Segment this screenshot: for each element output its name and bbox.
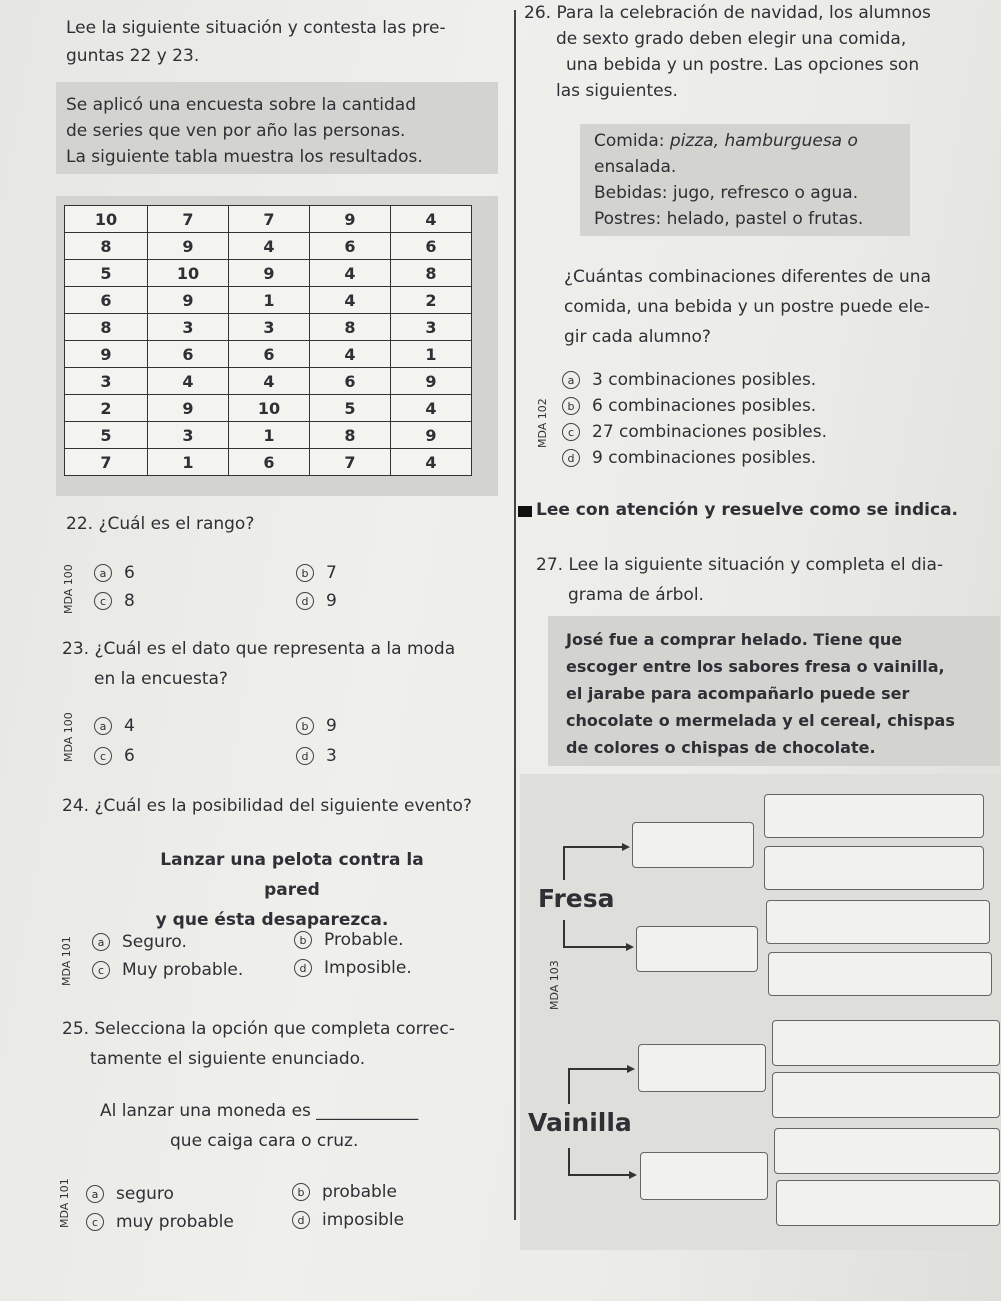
option-c-icon: c bbox=[86, 1213, 104, 1231]
option-b-icon: b bbox=[296, 717, 314, 735]
table-cell: 9 bbox=[148, 233, 229, 260]
table-cell: 6 bbox=[229, 449, 310, 476]
branch-line bbox=[563, 846, 623, 848]
branch-line bbox=[563, 846, 565, 880]
table-cell: 1 bbox=[229, 422, 310, 449]
table-cell: 3 bbox=[229, 314, 310, 341]
table-cell: 7 bbox=[65, 449, 148, 476]
tree-input-box[interactable] bbox=[766, 900, 990, 944]
branch-line bbox=[568, 1068, 570, 1104]
option-c-icon: c bbox=[92, 961, 110, 979]
q25-option-b[interactable]: b probable bbox=[292, 1182, 397, 1202]
table-row bbox=[65, 233, 472, 260]
table-cell: 5 bbox=[310, 395, 391, 422]
branch-line bbox=[568, 1068, 628, 1070]
q22-code: MDA 100 bbox=[62, 564, 75, 614]
tree-input-box[interactable] bbox=[764, 794, 984, 838]
q24-option-b[interactable]: b Probable. bbox=[294, 930, 404, 950]
table-cell: 6 bbox=[148, 341, 229, 368]
option-a-icon: a bbox=[94, 717, 112, 735]
arrow-icon bbox=[626, 943, 634, 951]
q26-option-d[interactable]: d 9 combinaciones posibles. bbox=[562, 448, 816, 468]
option-c-icon: c bbox=[94, 747, 112, 765]
table-cell: 8 bbox=[65, 233, 148, 260]
option-a-icon: a bbox=[562, 371, 580, 389]
table-cell: 9 bbox=[310, 206, 391, 233]
table-row bbox=[65, 368, 472, 395]
table-cell: 4 bbox=[229, 233, 310, 260]
table-cell: 6 bbox=[229, 341, 310, 368]
q25-option-d[interactable]: d imposible bbox=[292, 1210, 404, 1230]
tree-input-box[interactable] bbox=[638, 1044, 766, 1092]
q22-option-c[interactable]: c 8 bbox=[94, 591, 135, 611]
table-row bbox=[65, 260, 472, 287]
q25-text: 25. Selecciona la opción que completa correc- tamente el siguiente enunciado. bbox=[62, 1019, 455, 1069]
survey-text: Se aplicó una encuesta sobre la cantidad de series que ven por año las personas. La siguiente tabla muestra los resultados. bbox=[66, 95, 423, 167]
branch-line bbox=[568, 1174, 630, 1176]
section-bullet-icon bbox=[518, 506, 532, 517]
branch-line bbox=[563, 920, 565, 948]
q25-statement: Al lanzar una moneda es ____________ que caiga cara o cruz. bbox=[100, 1101, 419, 1151]
q22-option-d[interactable]: d 9 bbox=[296, 591, 337, 611]
tree-input-box[interactable] bbox=[632, 822, 754, 868]
table-cell: 8 bbox=[65, 314, 148, 341]
table-cell: 7 bbox=[310, 449, 391, 476]
table-cell: 7 bbox=[148, 206, 229, 233]
option-b-icon: b bbox=[296, 564, 314, 582]
q25-option-c[interactable]: c muy probable bbox=[86, 1212, 234, 1232]
q27-text: 27. Lee la siguiente situación y completa el dia- grama de árbol. bbox=[536, 555, 944, 605]
option-b-icon: b bbox=[292, 1183, 310, 1201]
option-a-icon: a bbox=[86, 1185, 104, 1203]
q26-option-a[interactable]: a 3 combinaciones posibles. bbox=[562, 370, 816, 390]
arrow-icon bbox=[629, 1171, 637, 1179]
q26-option-c[interactable]: c 27 combinaciones posibles. bbox=[562, 422, 827, 442]
table-cell: 4 bbox=[391, 449, 472, 476]
table-cell: 3 bbox=[148, 314, 229, 341]
table-row bbox=[65, 422, 472, 449]
q26-options: Comida: pizza, hamburguesa o ensalada. Bebidas: jugo, refresco o agua. Postres: helado, pastel o frutas. bbox=[594, 131, 864, 229]
table-cell: 10 bbox=[148, 260, 229, 287]
q25-option-a[interactable]: a seguro bbox=[86, 1184, 174, 1204]
table-cell: 5 bbox=[65, 260, 148, 287]
table-cell: 9 bbox=[391, 422, 472, 449]
table-cell: 9 bbox=[148, 287, 229, 314]
q24-option-a[interactable]: a Seguro. bbox=[92, 932, 187, 952]
q27-situation: José fue a comprar helado. Tiene que escoger entre los sabores fresa o vainilla, el jarabe para acompañarlo puede ser chocolate o mermelada y el cereal, chispas de colores o chispas de chocolate. bbox=[566, 630, 955, 757]
option-c-icon: c bbox=[562, 423, 580, 441]
table-cell: 10 bbox=[65, 206, 148, 233]
option-a-icon: a bbox=[94, 564, 112, 582]
q24-event: Lanzar una pelota contra la pared y que ésta desaparezca. bbox=[155, 850, 424, 930]
arrow-icon bbox=[622, 843, 630, 851]
table-cell: 6 bbox=[391, 233, 472, 260]
table-cell: 8 bbox=[310, 422, 391, 449]
branch-line bbox=[568, 1148, 570, 1176]
tree-label-fresa: Fresa bbox=[538, 884, 615, 913]
tree-input-box[interactable] bbox=[774, 1128, 1000, 1174]
tree-input-box[interactable] bbox=[772, 1020, 1000, 1066]
survey-table bbox=[64, 205, 472, 476]
option-d-icon: d bbox=[562, 449, 580, 467]
table-cell: 3 bbox=[391, 314, 472, 341]
table-cell: 5 bbox=[65, 422, 148, 449]
option-d-icon: d bbox=[294, 959, 312, 977]
table-cell: 4 bbox=[391, 206, 472, 233]
table-row bbox=[65, 206, 472, 233]
q23-code: MDA 100 bbox=[62, 712, 75, 762]
q25-code: MDA 101 bbox=[58, 1178, 71, 1228]
table-cell: 9 bbox=[148, 395, 229, 422]
q22-option-a[interactable]: a 6 bbox=[94, 563, 135, 583]
q26-code: MDA 102 bbox=[536, 398, 549, 448]
q27-code: MDA 103 bbox=[548, 960, 561, 1010]
table-cell: 3 bbox=[148, 422, 229, 449]
q23-text: 23. ¿Cuál es el dato que representa a la moda en la encuesta? bbox=[62, 639, 456, 689]
table-cell: 10 bbox=[229, 395, 310, 422]
table-cell: 6 bbox=[65, 287, 148, 314]
table-cell: 2 bbox=[391, 287, 472, 314]
arrow-icon bbox=[627, 1065, 635, 1073]
q24-text: 24. ¿Cuál es la posibilidad del siguiente evento? bbox=[62, 796, 472, 816]
q23-option-d[interactable]: d 3 bbox=[296, 746, 337, 766]
table-cell: 4 bbox=[310, 341, 391, 368]
q22-text: 22. ¿Cuál es el rango? bbox=[66, 514, 255, 534]
tree-input-box[interactable] bbox=[768, 952, 992, 996]
table-cell: 3 bbox=[65, 368, 148, 395]
table-cell: 8 bbox=[391, 260, 472, 287]
tree-label-vainilla: Vainilla bbox=[528, 1108, 632, 1137]
q26-question: ¿Cuántas combinaciones diferentes de una comida, una bebida y un postre puede ele- gir cada alumno? bbox=[564, 267, 931, 347]
q26-option-b[interactable]: b 6 combinaciones posibles. bbox=[562, 396, 816, 416]
column-divider bbox=[514, 10, 516, 1220]
tree-input-box[interactable] bbox=[764, 846, 984, 890]
q23-option-a[interactable]: a 4 bbox=[94, 716, 135, 736]
option-d-icon: d bbox=[296, 747, 314, 765]
q22-option-b[interactable]: b 7 bbox=[296, 563, 337, 583]
table-cell: 4 bbox=[148, 368, 229, 395]
q23-option-c[interactable]: c 6 bbox=[94, 746, 135, 766]
q23-option-b[interactable]: b 9 bbox=[296, 716, 337, 736]
table-cell: 9 bbox=[65, 341, 148, 368]
table-cell: 4 bbox=[310, 260, 391, 287]
table-cell: 4 bbox=[229, 368, 310, 395]
table-cell: 1 bbox=[148, 449, 229, 476]
q24-option-c[interactable]: c Muy probable. bbox=[92, 960, 243, 980]
q24-option-d[interactable]: d Imposible. bbox=[294, 958, 412, 978]
table-cell: 4 bbox=[310, 287, 391, 314]
table-cell: 9 bbox=[391, 368, 472, 395]
table-cell: 6 bbox=[310, 233, 391, 260]
option-d-icon: d bbox=[292, 1211, 310, 1229]
table-row bbox=[65, 314, 472, 341]
option-a-icon: a bbox=[92, 933, 110, 951]
table-cell: 1 bbox=[229, 287, 310, 314]
tree-input-box[interactable] bbox=[776, 1180, 1000, 1226]
table-row bbox=[65, 449, 472, 476]
table-cell: 4 bbox=[391, 395, 472, 422]
table-cell: 7 bbox=[229, 206, 310, 233]
tree-input-box[interactable] bbox=[636, 926, 758, 972]
option-b-icon: b bbox=[294, 931, 312, 949]
table-cell: 9 bbox=[229, 260, 310, 287]
option-b-icon: b bbox=[562, 397, 580, 415]
table-cell: 6 bbox=[310, 368, 391, 395]
intro-text: Lee la siguiente situación y contesta las pre- guntas 22 y 23. bbox=[66, 18, 446, 66]
table-row bbox=[65, 287, 472, 314]
section-heading: Lee con atención y resuelve como se indica. bbox=[536, 500, 959, 520]
option-d-icon: d bbox=[296, 592, 314, 610]
option-c-icon: c bbox=[94, 592, 112, 610]
table-cell: 1 bbox=[391, 341, 472, 368]
q24-code: MDA 101 bbox=[60, 936, 73, 986]
tree-input-box[interactable] bbox=[640, 1152, 768, 1200]
q26-text: 26. Para la celebración de navidad, los alumnos de sexto grado deben elegir una comida, una bebida y un postre. Las opciones son las siguientes. bbox=[524, 3, 931, 101]
branch-line bbox=[563, 946, 627, 948]
table-row bbox=[65, 395, 472, 422]
tree-input-box[interactable] bbox=[772, 1072, 1000, 1118]
table-cell: 8 bbox=[310, 314, 391, 341]
table-cell: 2 bbox=[65, 395, 148, 422]
table-row bbox=[65, 341, 472, 368]
